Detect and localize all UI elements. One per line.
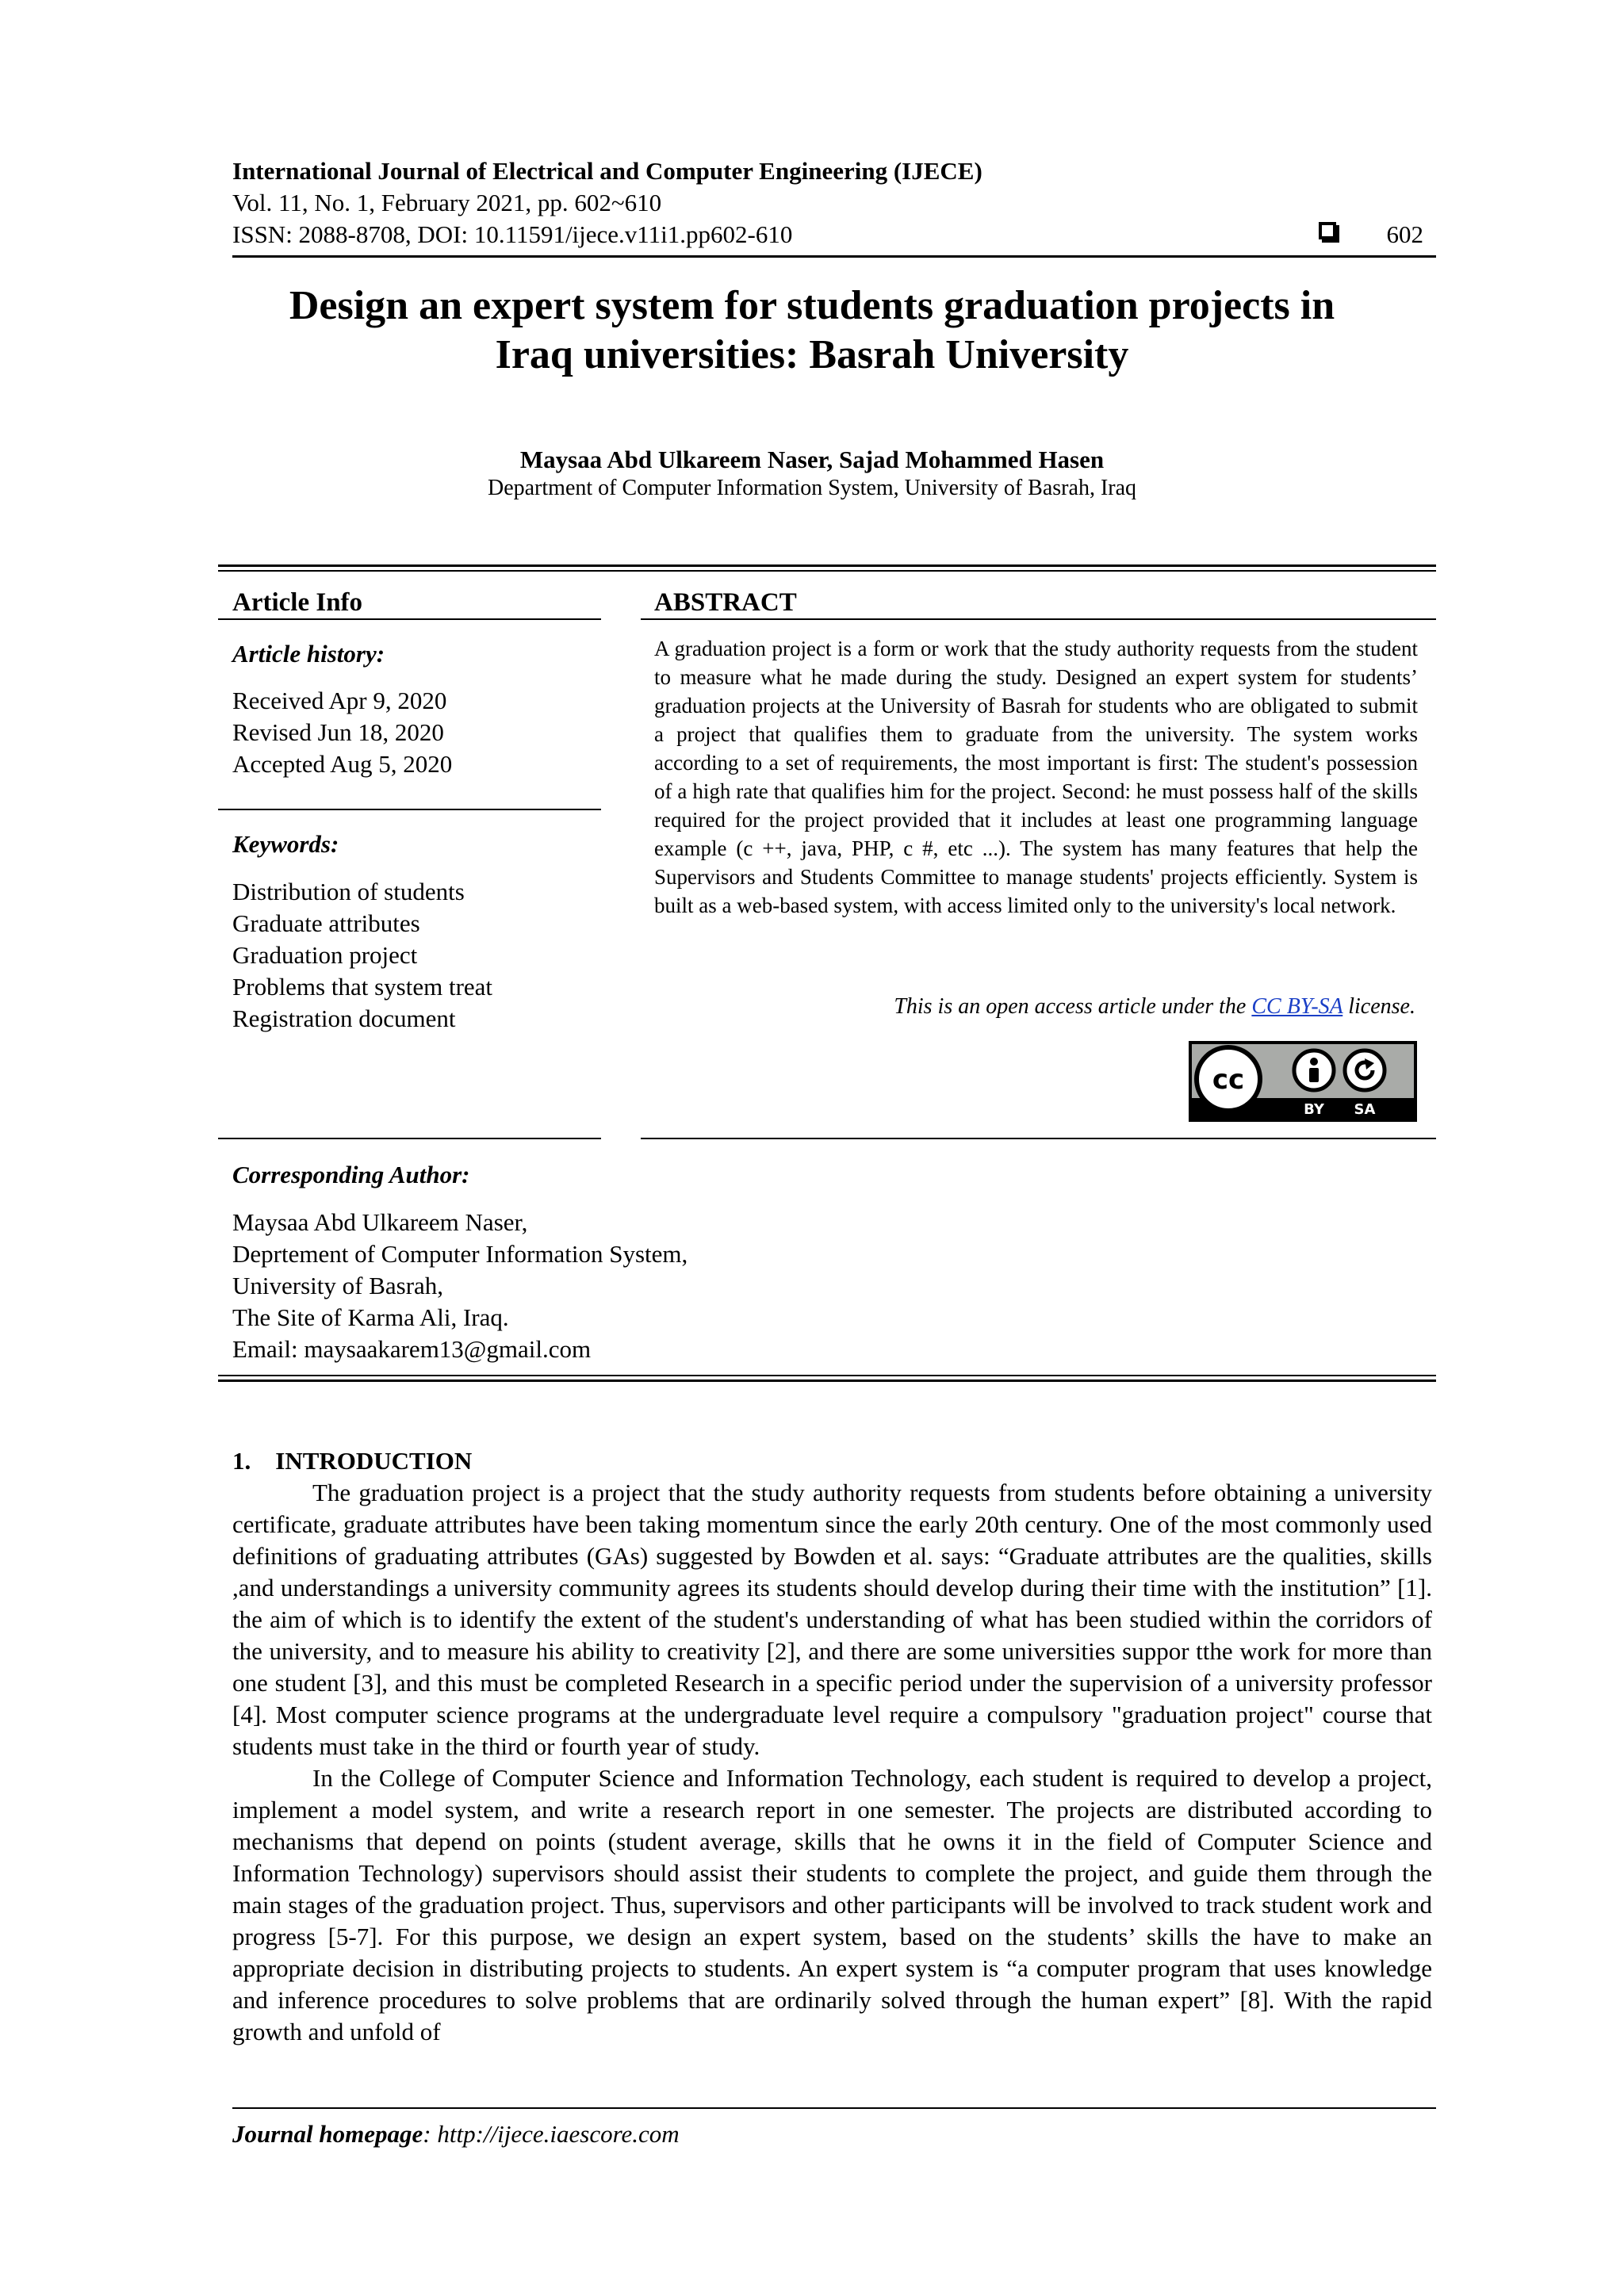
keyword-item: Problems that system treat [232,973,493,1001]
info-top-rule-2 [218,570,1436,572]
journal-name: International Journal of Electrical and Computer Engineering (IJECE) [232,157,982,185]
license-prefix: This is an open access article under the [894,994,1252,1019]
keywords-heading: Keywords: [232,830,339,858]
paper-title [159,281,1465,380]
abstract-heading: ABSTRACT [654,588,797,617]
history-accepted: Accepted Aug 5, 2020 [232,750,453,778]
abstract-bottom-rule [641,1138,1436,1139]
license-statement [894,993,1415,1021]
introduction-section [232,1445,1432,2048]
homepage-url[interactable]: : http://ijece.iaescore.com [423,2120,680,2148]
history-rule [218,809,601,810]
history-revised: Revised Jun 18, 2020 [232,718,444,746]
homepage-label: Journal homepage [232,2120,423,2148]
corresponding-author-univ: University of Basrah, [232,1272,444,1299]
keyword-item: Registration document [232,1004,456,1032]
keyword-item: Graduate attributes [232,909,420,937]
cc-by-sa-link[interactable]: CC BY-SA [1251,994,1343,1019]
keywords-rule [218,1138,601,1139]
article-history-heading: Article history: [232,640,385,668]
cc-by-sa-badge-icon[interactable] [1189,1041,1417,1122]
license-suffix: license. [1342,994,1415,1019]
badge-sa-label: SA [1354,1101,1376,1118]
corresponding-author-name: Maysaa Abd Ulkareem Naser, [232,1208,528,1236]
introduction-paragraph-1: The graduation project is a project that the study authority requests from students before obtaining a university certificate, graduate attributes have been taking momentum since the early 20th century. One of the most commonly used definitions of graduating attributes (GAs) suggested by Bowden et al. says: “Graduate attributes are the qualities, skills ,and understandings a university community agrees its students should develop during their time with the institution” [1]. the aim of which is to identify the extent of the student's understanding of what has been studied within the corridors of the university, and to measure his ability to creativity [2], and there are some universities suppor tthe work for more than one student [3], and this must be completed Research in a specific period under the supervision of a university professor [4]. Most computer science programs at the undergraduate level require a compulsory "graduation project" course that students must take in the third or fourth year of study. [232,1479,1432,1760]
info-bottom-rule-2 [218,1380,1436,1382]
info-bottom-rule-1 [218,1375,1436,1376]
info-top-rule-1 [218,564,1436,567]
introduction-paragraph-2: In the College of Computer Science and Information Technology, each student is required to develop a project, implement a model system, and write a research report in one semester. The projects are distributed according to mechanisms that depend on points (student average, skills that he owns it in the field of Computer Science and Information Technology) supervisors should assist their students to complete the project, and guide them through the main stages of the graduation project. Thus, supervisors and other participants will be involved to track student work and progress [5-7]. For this purpose, we design an expert system, based on the students’ skills the have to make an appropriate decision in distributing projects to students. An expert system is “a computer program that uses knowledge and inference procedures to solve problems that are ordinarily solved through the human expert” [8]. With the rapid growth and unfold of [232,1764,1432,2045]
keyword-item: Distribution of students [232,878,465,905]
author-list: Maysaa Abd Ulkareem Naser, Sajad Mohammed Hasen [519,446,1105,473]
article-info-heading: Article Info [232,588,363,617]
page-number: 602 [1386,220,1423,248]
corresponding-author-email: Email: maysaakarem13@gmail.com [232,1335,592,1363]
corresponding-author-details [232,1207,688,1365]
abstract-text: A graduation project is a form or work that the study authority requests from the student to measure what he made during the study. Designed an expert system for students’ graduation projects at the University of Basrah for students who are obligated to submit a project that qualifies them to graduate from the university. The system works according to a set of requirements, the most important is first: The student's possession of a high rate that qualifies him for the project. Second: he must possess half of the skills required for the project provided that it includes at least one programming language example (c ++, java, PHP, c #, etc ...). The system has many features that help the Supervisors and Students Committee to manage students' projects efficiently. System is built as a web-based system, with access limited only to the university's local network. [654,637,1418,917]
journal-homepage [232,2118,680,2150]
footer-rule [232,2107,1436,2109]
corresponding-author-dept: Deprtement of Computer Information System, [232,1240,688,1268]
introduction-heading: 1. INTRODUCTION [232,1447,473,1475]
keywords-list [232,876,492,1035]
svg-text:cc: cc [1212,1064,1245,1096]
header-rule [232,255,1436,258]
history-received: Received Apr 9, 2020 [232,687,447,714]
badge-by-label: BY [1304,1101,1324,1118]
journal-volume: Vol. 11, No. 1, February 2021, pp. 602~610 [232,189,662,216]
title-line-2: Iraq universities: Basrah University [495,332,1129,377]
article-history-list [232,685,452,780]
article-info-rule [218,618,601,620]
author-affiliation: Department of Computer Information System, University of Basrah, Iraq [487,476,1137,500]
abstract-rule [641,618,1436,620]
square-bullet-icon [1319,222,1336,239]
title-line-1: Design an expert system for students graduation projects in [289,283,1335,328]
corresponding-author-address: The Site of Karma Ali, Iraq. [232,1303,509,1331]
journal-issn-doi: ISSN: 2088-8708, DOI: 10.11591/ijece.v11i1.pp602-610 [232,220,793,248]
keyword-item: Graduation project [232,941,418,969]
corresponding-author-heading: Corresponding Author: [232,1161,470,1188]
